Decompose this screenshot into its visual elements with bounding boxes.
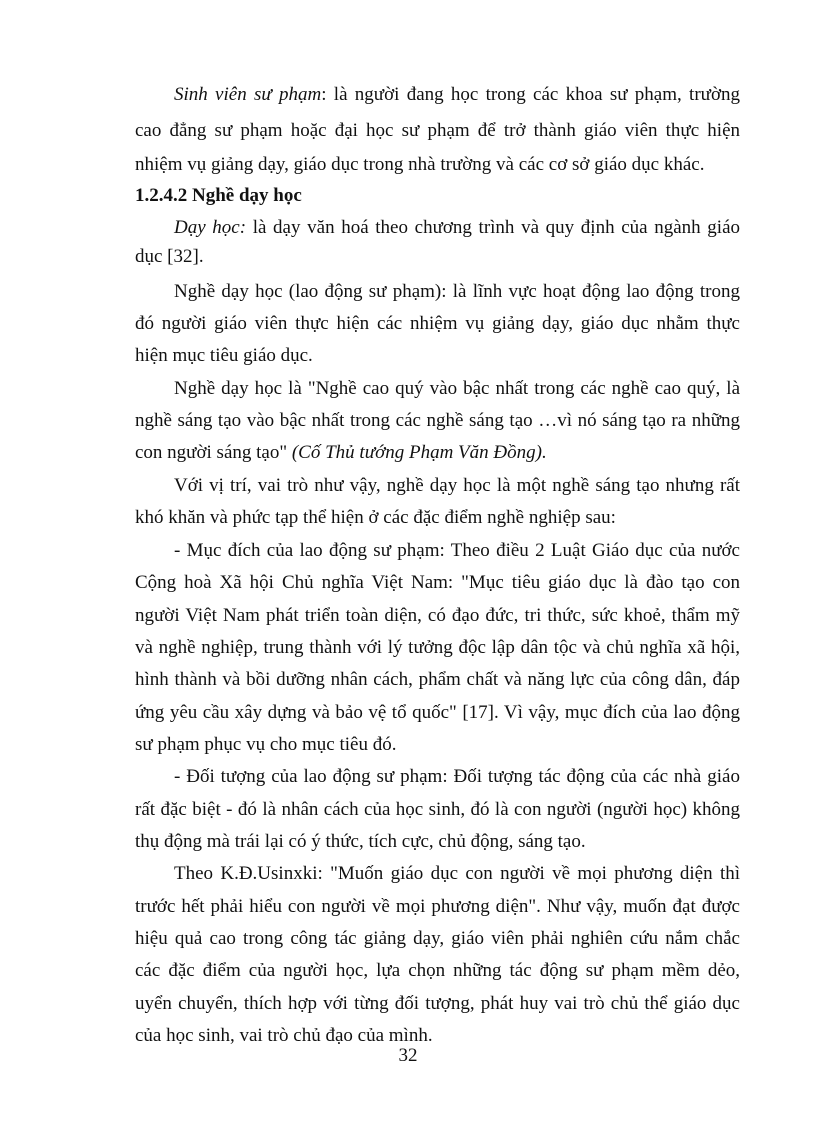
text-run: dục [32]. <box>135 246 204 267</box>
text-run: - Mục đích của lao động sư phạm: Theo điều 2 Luật Giáo dục của nước <box>174 540 740 561</box>
italic-text-run: Sinh viên sư phạm <box>174 84 322 105</box>
paragraph-line <box>135 442 740 464</box>
paragraph-line <box>174 217 740 239</box>
paragraph-line <box>174 863 740 885</box>
paragraph-line <box>135 345 740 367</box>
text-run: : là người đang học trong các khoa sư phạm, trường <box>321 84 740 105</box>
text-run: cao đẳng sư phạm hoặc đại học sư phạm để trở thành giáo viên thực hiện <box>135 120 740 141</box>
text-run: người Việt Nam phát triển toàn diện, có đạo đức, tri thức, sức khoẻ, thẩm mỹ <box>135 605 740 626</box>
text-run: 1.2.4.2 Nghề dạy học <box>135 185 302 206</box>
text-run: nhiệm vụ giảng dạy, giáo dục trong nhà trường và các cơ sở giáo dục khác. <box>135 154 705 175</box>
text-run: Cộng hoà Xã hội Chủ nghĩa Việt Nam: "Mục tiêu giáo dục là đào tạo con <box>135 572 740 593</box>
text-run: nghề sáng tạo vào bậc nhất trong các nghề sáng tạo …vì nó sáng tạo ra những <box>135 410 740 431</box>
text-run: uyển chuyển, thích hợp với từng đối tượng, phát huy vai trò chủ thể giáo dục <box>135 993 740 1014</box>
text-run: Theo K.Đ.Usinxki: "Muốn giáo dục con người về mọi phương diện thì <box>174 863 740 884</box>
text-run: đó người giáo viên thực hiện các nhiệm vụ giảng dạy, giáo dục nhằm thực <box>135 313 740 334</box>
paragraph-line <box>135 702 740 724</box>
text-run: khó khăn và phức tạp thể hiện ở các đặc điểm nghề nghiệp sau: <box>135 507 616 528</box>
paragraph-line <box>135 960 740 982</box>
paragraph-line <box>135 1025 740 1047</box>
text-run: con người sáng tạo" <box>135 442 292 463</box>
page-number: 32 <box>398 1045 418 1066</box>
paragraph-line <box>135 734 740 756</box>
text-run: trước hết phải hiểu con người về mọi phương diện". Như vậy, muốn đạt được <box>135 896 740 917</box>
text-run: sư phạm phục vụ cho mục tiêu đó. <box>135 734 397 755</box>
italic-text-run: Dạy học: <box>174 217 247 238</box>
italic-text-run: (Cố Thủ tướng Phạm Văn Đồng). <box>291 442 547 463</box>
text-run: hiện mục tiêu giáo dục. <box>135 345 313 366</box>
text-run: của học sinh, vai trò chủ đạo của mình. <box>135 1025 433 1046</box>
paragraph-line <box>174 281 740 303</box>
text-run: Nghề dạy học là "Nghề cao quý vào bậc nhất trong các nghề cao quý, là <box>174 378 740 399</box>
paragraph-line <box>174 378 740 400</box>
paragraph-line <box>174 540 740 562</box>
text-run: thụ động mà trái lại có ý thức, tích cực, chủ động, sáng tạo. <box>135 831 586 852</box>
paragraph-line <box>135 993 740 1015</box>
text-run: là dạy văn hoá theo chương trình và quy định của ngành giáo <box>246 217 740 238</box>
text-run: Với vị trí, vai trò như vậy, nghề dạy học là một nghề sáng tạo nhưng rất <box>174 475 740 496</box>
paragraph-line <box>135 572 740 594</box>
paragraph-line <box>135 246 740 268</box>
paragraph-line <box>135 928 740 950</box>
paragraph-line <box>135 896 740 918</box>
text-run: hình thành và bồi dưỡng nhân cách, phẩm chất và năng lực của công dân, đáp <box>135 669 740 690</box>
text-run: rất đặc biệt - đó là nhân cách của học sinh, đó là con người (người học) không <box>135 799 740 820</box>
paragraph-line <box>174 475 740 497</box>
paragraph-line <box>135 831 740 853</box>
paragraph-line <box>135 605 740 627</box>
paragraph-line <box>135 669 740 691</box>
paragraph-line <box>135 799 740 821</box>
paragraph-line <box>135 637 740 659</box>
paragraph-line <box>174 766 740 788</box>
paragraph-line <box>135 507 740 529</box>
section-heading <box>135 185 740 207</box>
text-run: - Đối tượng của lao động sư phạm: Đối tượng tác động của các nhà giáo <box>174 766 740 787</box>
paragraph-line <box>135 120 740 142</box>
paragraph-line <box>135 154 740 176</box>
paragraph-line <box>135 410 740 432</box>
text-run: và nghề nghiệp, trung thành với lý tưởng độc lập dân tộc và chủ nghĩa xã hội, <box>135 637 740 658</box>
paragraph-line <box>174 84 740 106</box>
text-run: Nghề dạy học (lao động sư phạm): là lĩnh vực hoạt động lao động trong <box>174 281 740 302</box>
paragraph-line <box>135 313 740 335</box>
text-run: các đặc điểm của người học, lựa chọn những tác động sư phạm mềm dẻo, <box>135 960 740 981</box>
text-run: hiệu quả cao trong công tác giảng dạy, giáo viên phải nghiên cứu nắm chắc <box>135 928 740 949</box>
text-run: ứng yêu cầu xây dựng và bảo vệ tổ quốc" [17]. Vì vậy, mục đích của lao động <box>135 702 740 723</box>
